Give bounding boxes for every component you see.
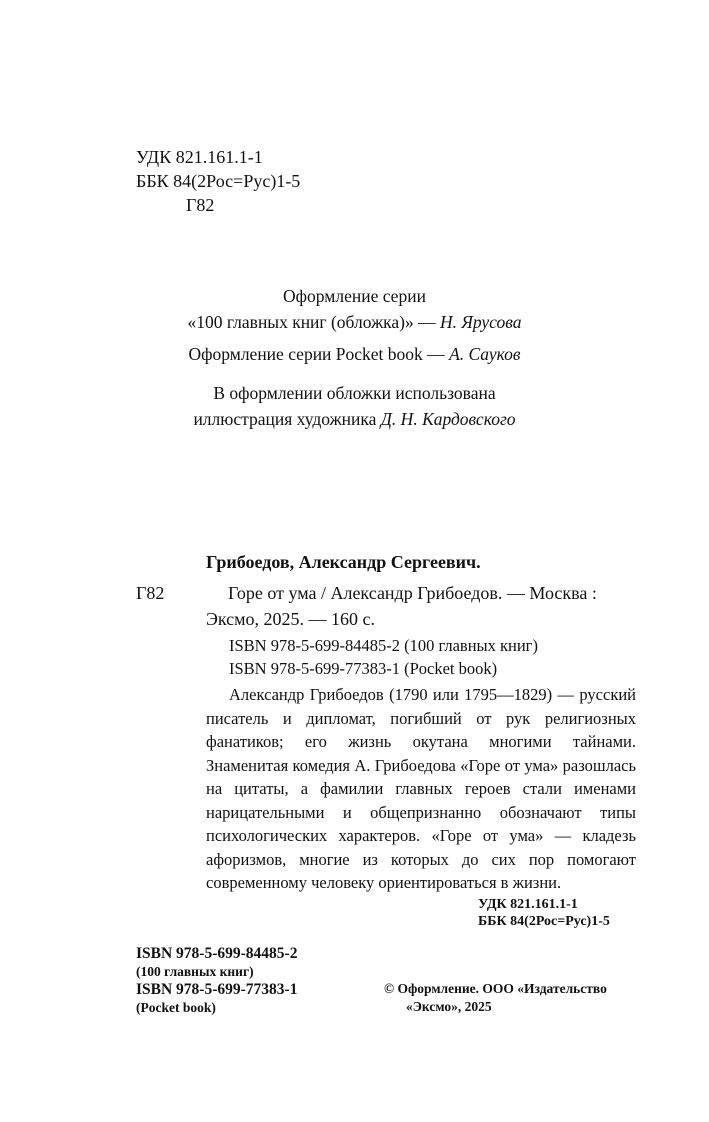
udk-code: УДК 821.161.1-1 [136, 147, 263, 167]
footer-isbn-1: ISBN 978-5-699-84485-2 [136, 945, 298, 962]
catalog-card-classification [478, 896, 610, 930]
catalog-card-mark: Г82 [136, 583, 165, 603]
series-credit-1-designer: Н. Ярусова [440, 312, 522, 332]
copyright-notice [384, 980, 607, 1016]
series-credit-2 [0, 341, 709, 367]
series-credit-2-text: Оформление серии Pocket book — [188, 344, 450, 364]
catalog-card-description: Горе от ума / Александр Грибоедов. — Москва : Эксмо, 2025. — 160 с. [206, 583, 597, 629]
catalog-card-abstract: Александр Грибоедов (1790 или 1795—1829) — русский писатель и дипломат, погибший от рук религиозных фанатиков; его жизнь окутана многими тайнами. Знаменитая комедия А. Грибоедова «Горе от ума» разошлась на цитаты, а фамилии главных героев стали именами нарицательными и общепризнанно обозначают типы психологических характеров. «Горе от ума» — кладезь афоризмов, многие из которых до сих пор помогают современному человеку ориентироваться в жизни. [206, 685, 636, 892]
catalog-card-udk: УДК 821.161.1-1 [478, 897, 578, 912]
series-credit-1-line1: Оформление серии [283, 286, 426, 306]
cover-credit [0, 380, 709, 432]
footer-isbn-2: ISBN 978-5-699-77383-1 [136, 981, 298, 998]
isbn-line-1: ISBN 978-5-699-84485-2 (100 главных книг) [229, 636, 538, 655]
bbk-code: ББК 84(2Рос=Рус)1-5 [136, 171, 301, 191]
catalog-card-bbk: ББК 84(2Рос=Рус)1-5 [478, 914, 610, 929]
catalog-card-author: Грибоедов, Александр Сергеевич. [206, 552, 481, 572]
cover-credit-line1: В оформлении обложки использована [213, 383, 496, 403]
series-credit-2-designer: А. Сауков [449, 344, 521, 364]
copyright-line-2: «Эксмо», 2025 [406, 999, 492, 1014]
footer-isbn [136, 945, 297, 1017]
series-credit-1-line2 [0, 309, 709, 335]
copyright-line-1: © Оформление. ООО «Издательство [384, 981, 607, 996]
footer-isbn-2-note: (Pocket book) [136, 1000, 216, 1015]
cover-credit-artist: Д. Н. Кардовского [380, 409, 516, 429]
cover-credit-line2 [0, 406, 709, 432]
series-credit-1-text: «100 главных книг (обложка)» — [187, 312, 440, 332]
series-credit-1 [0, 283, 709, 335]
udk-header [136, 145, 300, 217]
catalog-card-isbn [229, 634, 538, 680]
isbn-line-2: ISBN 978-5-699-77383-1 (Pocket book) [229, 659, 498, 678]
author-mark: Г82 [186, 195, 215, 215]
footer-isbn-1-note: (100 главных книг) [136, 964, 254, 979]
cover-credit-text: иллюстрация художника [193, 409, 381, 429]
